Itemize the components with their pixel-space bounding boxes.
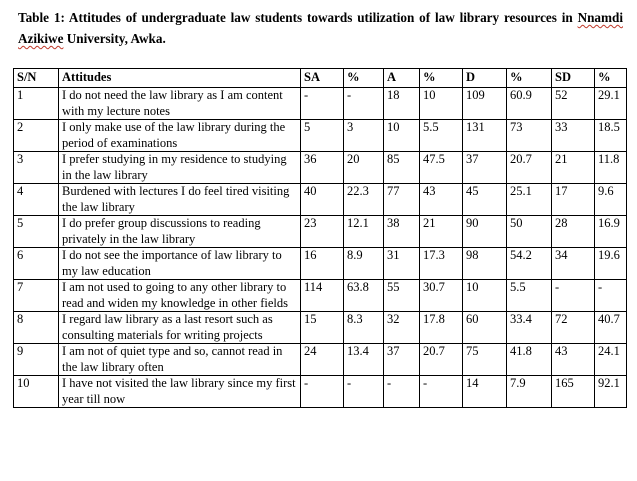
cell-sa: - <box>301 376 344 408</box>
cell-attitude: I do prefer group discussions to reading privately in the law library <box>59 216 301 248</box>
header-d: D <box>463 69 507 88</box>
cell-sd-pct: 19.6 <box>595 248 627 280</box>
cell-sa-pct: 3 <box>344 120 384 152</box>
cell-sd-pct: 18.5 <box>595 120 627 152</box>
header-a: A <box>384 69 420 88</box>
cell-a: 31 <box>384 248 420 280</box>
cell-attitude: I have not visited the law library since my first year till now <box>59 376 301 408</box>
cell-d: 75 <box>463 344 507 376</box>
cell-sa-pct: 12.1 <box>344 216 384 248</box>
cell-a-pct: 21 <box>420 216 463 248</box>
table-row <box>14 312 627 344</box>
cell-attitude: I am not used to going to any other library to read and widen my knowledge in other fields <box>59 280 301 312</box>
cell-a: 55 <box>384 280 420 312</box>
caption-university-name: Nnamdi Azikiwe <box>18 10 623 46</box>
cell-a-pct: 10 <box>420 88 463 120</box>
cell-attitude: I prefer studying in my residence to studying in the law library <box>59 152 301 184</box>
cell-sn: 3 <box>14 152 59 184</box>
cell-sa: 24 <box>301 344 344 376</box>
cell-sd-pct: - <box>595 280 627 312</box>
table-row <box>14 376 627 408</box>
table-row <box>14 344 627 376</box>
cell-sd: 52 <box>552 88 595 120</box>
cell-sd: 33 <box>552 120 595 152</box>
cell-sa: 5 <box>301 120 344 152</box>
header-sn: S/N <box>14 69 59 88</box>
cell-d-pct: 7.9 <box>507 376 552 408</box>
cell-sa: 36 <box>301 152 344 184</box>
header-sd-pct: % <box>595 69 627 88</box>
cell-d: 98 <box>463 248 507 280</box>
cell-sa-pct: 13.4 <box>344 344 384 376</box>
cell-d: 14 <box>463 376 507 408</box>
cell-d-pct: 54.2 <box>507 248 552 280</box>
cell-d-pct: 20.7 <box>507 152 552 184</box>
table-row <box>14 184 627 216</box>
cell-sa: 40 <box>301 184 344 216</box>
cell-a-pct: 17.3 <box>420 248 463 280</box>
header-sa: SA <box>301 69 344 88</box>
cell-sn: 1 <box>14 88 59 120</box>
cell-a-pct: 5.5 <box>420 120 463 152</box>
cell-attitude: I am not of quiet type and so, cannot read in the law library often <box>59 344 301 376</box>
cell-sa-pct: 8.9 <box>344 248 384 280</box>
header-d-pct: % <box>507 69 552 88</box>
cell-d-pct: 50 <box>507 216 552 248</box>
cell-a: 37 <box>384 344 420 376</box>
cell-sn: 2 <box>14 120 59 152</box>
table-row <box>14 120 627 152</box>
cell-sa: 23 <box>301 216 344 248</box>
header-sa-pct: % <box>344 69 384 88</box>
cell-d-pct: 73 <box>507 120 552 152</box>
header-attitudes: Attitudes <box>59 69 301 88</box>
cell-d: 45 <box>463 184 507 216</box>
caption-text-end: University, Awka. <box>63 31 166 46</box>
cell-sn: 5 <box>14 216 59 248</box>
cell-d-pct: 25.1 <box>507 184 552 216</box>
cell-a: 32 <box>384 312 420 344</box>
cell-sn: 9 <box>14 344 59 376</box>
cell-a: 85 <box>384 152 420 184</box>
cell-sa: 114 <box>301 280 344 312</box>
table-row <box>14 88 627 120</box>
cell-a-pct: 30.7 <box>420 280 463 312</box>
cell-a: 18 <box>384 88 420 120</box>
cell-a: 10 <box>384 120 420 152</box>
cell-attitude: I regard law library as a last resort such as consulting materials for writing projects <box>59 312 301 344</box>
table-row <box>14 152 627 184</box>
cell-d: 37 <box>463 152 507 184</box>
cell-a-pct: 20.7 <box>420 344 463 376</box>
cell-sd: 28 <box>552 216 595 248</box>
cell-sd-pct: 11.8 <box>595 152 627 184</box>
cell-a-pct: - <box>420 376 463 408</box>
cell-d: 109 <box>463 88 507 120</box>
cell-sa: 16 <box>301 248 344 280</box>
cell-sa-pct: 22.3 <box>344 184 384 216</box>
cell-a: 77 <box>384 184 420 216</box>
cell-sd: 43 <box>552 344 595 376</box>
cell-sn: 8 <box>14 312 59 344</box>
cell-sn: 7 <box>14 280 59 312</box>
cell-sa-pct: - <box>344 376 384 408</box>
attitudes-table <box>13 68 627 408</box>
cell-d: 60 <box>463 312 507 344</box>
cell-a-pct: 17.8 <box>420 312 463 344</box>
cell-a-pct: 47.5 <box>420 152 463 184</box>
cell-sd-pct: 40.7 <box>595 312 627 344</box>
cell-sd: 72 <box>552 312 595 344</box>
cell-attitude: I do not see the importance of law library to my law education <box>59 248 301 280</box>
table-row <box>14 280 627 312</box>
cell-a: - <box>384 376 420 408</box>
table-header-row <box>14 69 627 88</box>
cell-sd: 17 <box>552 184 595 216</box>
cell-attitude: Burdened with lectures I do feel tired visiting the law library <box>59 184 301 216</box>
table-row <box>14 216 627 248</box>
cell-sa-pct: - <box>344 88 384 120</box>
cell-sd: 34 <box>552 248 595 280</box>
cell-d-pct: 41.8 <box>507 344 552 376</box>
cell-sn: 10 <box>14 376 59 408</box>
cell-d: 90 <box>463 216 507 248</box>
table-row <box>14 248 627 280</box>
cell-sa: 15 <box>301 312 344 344</box>
cell-sn: 6 <box>14 248 59 280</box>
cell-sd: 21 <box>552 152 595 184</box>
cell-sd-pct: 9.6 <box>595 184 627 216</box>
table-caption <box>18 7 623 49</box>
header-a-pct: % <box>420 69 463 88</box>
cell-sd-pct: 16.9 <box>595 216 627 248</box>
cell-sd-pct: 92.1 <box>595 376 627 408</box>
cell-sa: - <box>301 88 344 120</box>
cell-sd: 165 <box>552 376 595 408</box>
cell-d-pct: 33.4 <box>507 312 552 344</box>
cell-a-pct: 43 <box>420 184 463 216</box>
cell-d: 131 <box>463 120 507 152</box>
cell-a: 38 <box>384 216 420 248</box>
cell-sd: - <box>552 280 595 312</box>
caption-text: Table 1: Attitudes of undergraduate law students towards utilization of law library resources in <box>18 10 578 25</box>
cell-sd-pct: 29.1 <box>595 88 627 120</box>
cell-d: 10 <box>463 280 507 312</box>
cell-d-pct: 5.5 <box>507 280 552 312</box>
cell-sd-pct: 24.1 <box>595 344 627 376</box>
cell-sn: 4 <box>14 184 59 216</box>
header-sd: SD <box>552 69 595 88</box>
cell-sa-pct: 20 <box>344 152 384 184</box>
cell-d-pct: 60.9 <box>507 88 552 120</box>
cell-sa-pct: 8.3 <box>344 312 384 344</box>
cell-sa-pct: 63.8 <box>344 280 384 312</box>
cell-attitude: I do not need the law library as I am content with my lecture notes <box>59 88 301 120</box>
cell-attitude: I only make use of the law library during the period of examinations <box>59 120 301 152</box>
